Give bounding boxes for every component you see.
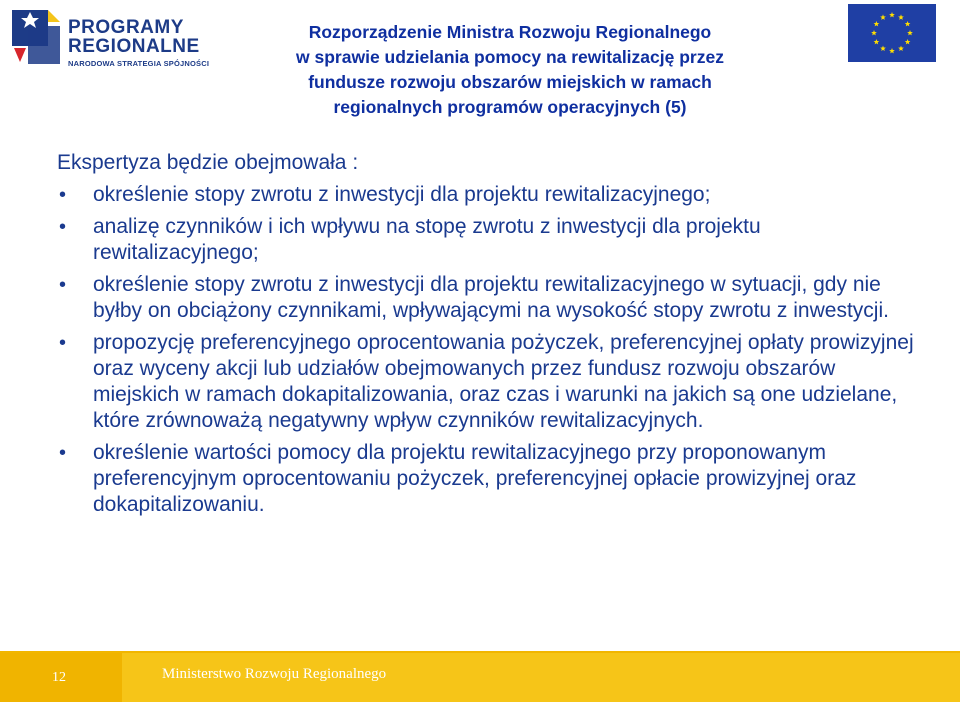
title-line-4: regionalnych programów operacyjnych (5) <box>333 97 687 117</box>
logo-subtitle: NARODOWA STRATEGIA SPÓJNOŚCI <box>68 59 210 68</box>
bullet-icon: • <box>59 274 67 296</box>
bullet-icon: • <box>59 216 67 238</box>
logo-title-line2: REGIONALNE <box>68 36 200 57</box>
eu-flag-icon <box>848 4 936 62</box>
page-number: 12 <box>52 670 66 685</box>
bullet-text: określenie wartości pomocy dla projektu rewitalizacyjnego przy proponowanym preferencyjnym oprocentowaniu pożyczek, preferencyjnej opłacie prowizyjnej oraz dokapitalizowaniu. <box>93 441 857 516</box>
footer-ministry-text: Ministerstwo Rozwoju Regionalnego <box>162 666 387 682</box>
logo-title-line1: PROGRAMY <box>68 17 184 38</box>
slide-title <box>240 20 780 120</box>
logo-emblem-icon <box>8 4 64 70</box>
bullet-list <box>57 182 917 518</box>
list-item <box>57 182 917 208</box>
bullet-text: określenie stopy zwrotu z inwestycji dla projektu rewitalizacyjnego; <box>93 183 711 206</box>
slide-content <box>57 150 917 524</box>
page-number-box <box>0 653 122 702</box>
title-line-3: fundusze rozwoju obszarów miejskich w ramach <box>308 72 712 92</box>
list-item <box>57 440 917 518</box>
list-item <box>57 330 917 434</box>
programy-regionalne-logo <box>8 4 223 70</box>
title-line-1: Rozporządzenie Ministra Rozwoju Regionalnego <box>308 22 712 42</box>
footer-bar <box>0 651 960 702</box>
title-line-2: w sprawie udzielania pomocy na rewitalizację przez <box>296 47 724 67</box>
intro-text: Ekspertyza będzie obejmowała : <box>57 151 359 174</box>
bullet-text: propozycję preferencyjnego oprocentowania pożyczek, preferencyjnej opłaty prowizyjnej oraz wyceny akcji lub udziałów obejmowanych przez fundusz rozwoju obszarów miejskich w ramach dokapitalizowania, oraz czas i warunki na jakich są one udzielane, które zrównoważą negatywny wpływ czynników rewitalizacyjnych. <box>93 331 914 432</box>
bullet-text: analizę czynników i ich wpływu na stopę zwrotu z inwestycji dla projektu rewitalizacyjnego; <box>93 215 761 264</box>
bullet-icon: • <box>59 184 67 206</box>
bullet-icon: • <box>59 442 67 464</box>
bullet-text: określenie stopy zwrotu z inwestycji dla projektu rewitalizacyjnego w sytuacji, gdy nie byłby on obciążony czynnikami, wpływającymi na wysokość stopy zwrotu z inwestycji. <box>93 273 889 322</box>
list-item <box>57 214 917 266</box>
list-item <box>57 272 917 324</box>
footer-divider <box>0 651 960 653</box>
bullet-icon: • <box>59 332 67 354</box>
